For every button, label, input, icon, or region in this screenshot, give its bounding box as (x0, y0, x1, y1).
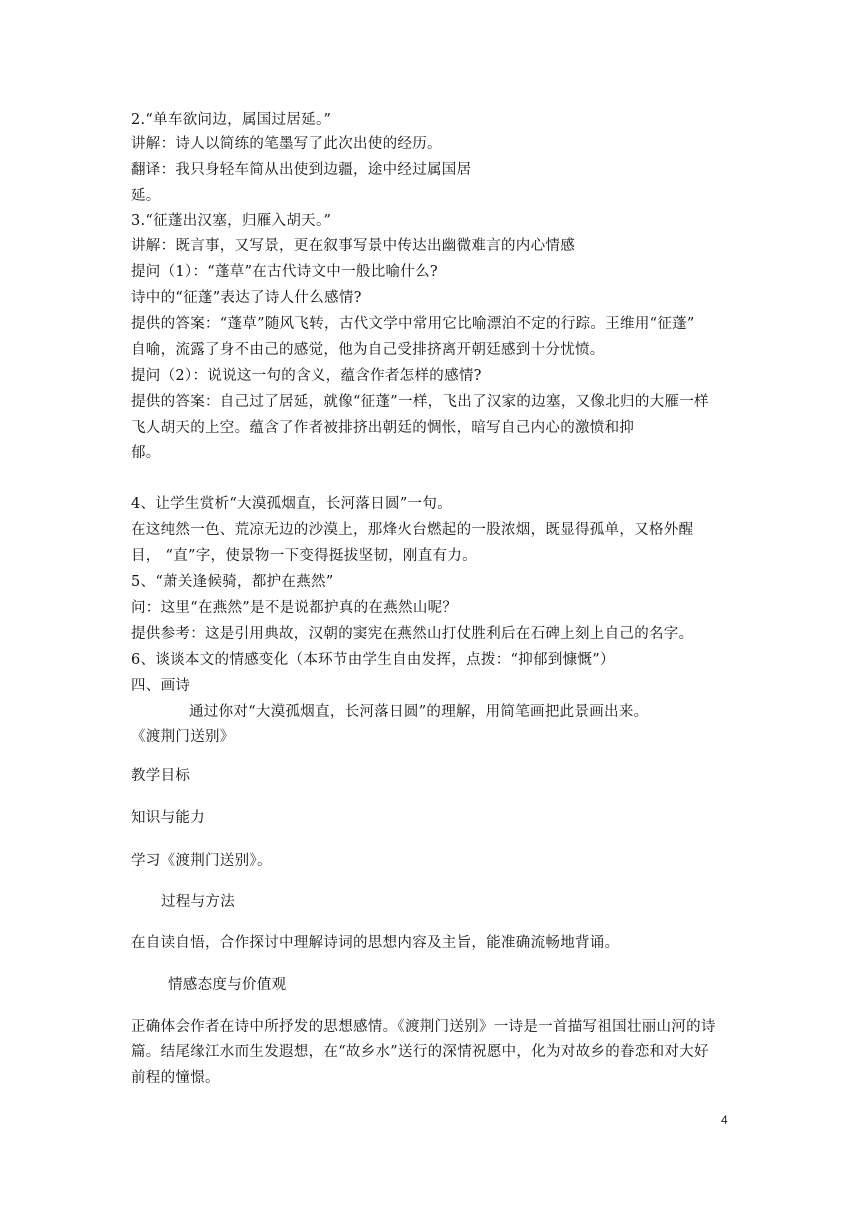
text-line: 提问（1）：“蓬草”在古代诗文中一般比喻什么? (131, 264, 438, 280)
text-line: 自喻，流露了身不由己的感觉，他为自己受排挤离开朝廷感到十分忧愤。 (131, 342, 605, 358)
text-line: 6、谈谈本文的情感变化（本环节由学生自由发挥，点拨：“抑郁到慷慨”） (131, 652, 615, 668)
text-line: 飞人胡天的上空。蕴含了作者被排挤出朝廷的惆怅，暗写自己内心的激愤和抑 (131, 420, 635, 436)
text-line: 延。 (131, 188, 161, 204)
text-line: 4、让学生赏析“大漠孤烟直，长河落日圆”一句。 (131, 496, 452, 512)
text-line: 在自读自悟，合作探讨中理解诗词的思想内容及主旨，能准确流畅地背诵。 (131, 935, 620, 951)
text-line: 学习《渡荆门送别》。 (131, 853, 272, 869)
text-line: 知识与能力 (131, 810, 205, 826)
text-line: 提问（2）：说说这一句的含义，蕴含作者怎样的感情? (131, 368, 482, 384)
text-line: 前程的憧憬。 (131, 1070, 220, 1086)
text-line: 提供的答案：自己过了居延，就像“征蓬”一样，飞出了汉家的边塞，又像北归的大雁一样 (131, 394, 709, 410)
text-line: 提供参考：这是引用典故，汉朝的窦宪在燕然山打仗胜利后在石碑上刻上自己的名字。 (131, 626, 694, 642)
text-line: 通过你对“大漠孤烟直，长河落日圆”的理解，用简笔画把此景画出来。 (189, 704, 649, 720)
text-line: 问：这里“在燕然”是不是说都护真的在燕然山呢？ (131, 600, 458, 616)
text-line: 2.“单车欲问边，属国过居延。” (131, 112, 332, 128)
text-line: 5、“萧关逢候骑，都护在燕然” (131, 574, 334, 590)
text-line: 提供的答案：“蓬草”随风飞转，古代文学中常用它比喻漂泊不定的行踪。王维用“征蓬” (131, 316, 695, 332)
page-number: 4 (721, 1113, 728, 1127)
text-line: 情感态度与价值观 (168, 977, 287, 993)
text-line: 郁。 (131, 445, 161, 461)
text-line: 篇。结尾缘江水而生发遐想，在“故乡水”送行的深情祝愿中，化为对故乡的眷恋和对大好 (131, 1044, 709, 1060)
text-line: 过程与方法 (161, 894, 235, 910)
text-line: 教学目标 (131, 768, 191, 784)
text-line: 《渡荆门送别》 (131, 729, 235, 745)
text-line: 在这纯然一色、荒凉无边的沙漠上，那烽火台燃起的一股浓烟，既显得孤单，又格外醒 (131, 522, 694, 538)
text-line: 3.“征蓬出汉塞，归雁入胡天。” (131, 213, 332, 229)
text-line: 诗中的“征蓬”表达了诗人什么感情? (131, 290, 362, 306)
text-line: 目， “直”字，使景物一下变得挺拔坚韧，刚直有力。 (131, 548, 477, 564)
text-line: 讲解：既言事，又写景，更在叙事写景中传达出幽微难言的内心情感 (131, 238, 575, 254)
text-line: 翻译：我只身轻车简从出使到边疆，途中经过属国居 (131, 162, 472, 178)
text-line: 讲解：诗人以简练的笔墨写了此次出使的经历。 (131, 136, 442, 152)
text-line: 正确体会作者在诗中所抒发的思想感情。《渡荆门送别》一诗是一首描写祖国壮丽山河的诗 (131, 1019, 716, 1035)
text-line: 四、画诗 (131, 678, 191, 694)
